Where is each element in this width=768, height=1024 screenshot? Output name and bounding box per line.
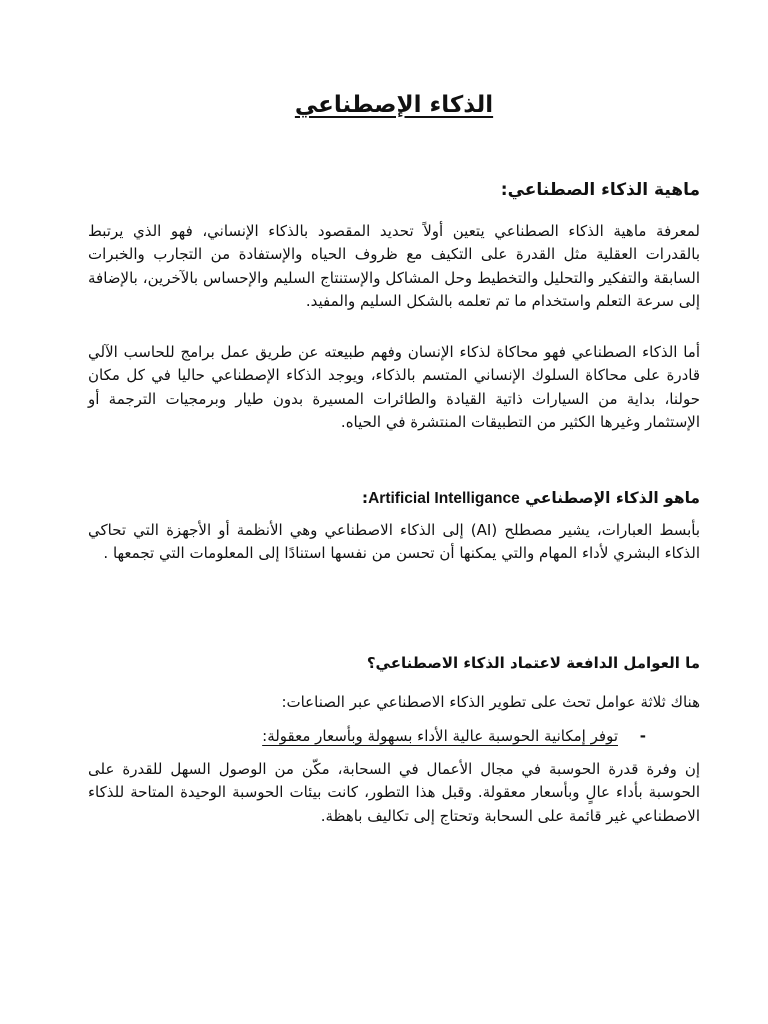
- paragraph-ai-simulation: أما الذكاء الصطناعي فهو محاكاة لذكاء الإنسان وفهم طبيعته عن طريق عمل برامج للحاسب الآلي قادرة على محاكاة السلوك الإنساني المتسم بالذكاء، ويوجد الذكاء الإصطناعي حاليا في كل مكان حولنا، بداية من السيارات ذاتية القيادة والطائرات المسيرة بدون طيار وبرمجيات الترجمة أو الإستثمار وغيرها الكثير من التطبيقات المنتشرة في الحياه.: [88, 343, 700, 431]
- heading-english-part: Artificial Intelligance: [368, 490, 520, 507]
- bullet-item-computing: [88, 724, 700, 748]
- bullet-marker: -: [639, 727, 646, 745]
- section-heading-driving-factors: ما العوامل الدافعة لاعتماد الذكاء الاصطناعي؟: [366, 654, 700, 672]
- paragraph-factors-intro: هناك ثلاثة عوامل تحث على تطوير الذكاء الاصطناعي عبر الصناعات:: [281, 693, 700, 711]
- section-heading-what-is-ai: ماهية الذكاء الصطناعي:: [500, 180, 700, 200]
- document-page: [88, 0, 700, 1024]
- paragraph-human-intelligence: لمعرفة ماهية الذكاء الصطناعي يتعين أولاً تحديد المقصود بالذكاء الإنساني، فهو الذي يرتبط بالقدرات العقلية مثل القدرة على التكيف مع ظروف الحياه والإستفادة من التجارب والخبرات السابقة والتفكير والتحليل والتخطيط وحل المشاكل والإستنتاج السليم والإحساس بالآخرين، بالإضافة إلى سرعة التعلم واستخدام ما تم تعلمه بالشكل السليم والمفيد.: [88, 222, 700, 310]
- heading-arabic-part: ماهو الذكاء الإصطناعي: [525, 489, 700, 507]
- section-heading-ai-definition: [88, 486, 700, 511]
- paragraph-ai-definition: بأبسط العبارات، يشير مصطلح (AI) إلى الذكاء الاصطناعي وهي الأنظمة أو الأجهزة التي تحاكي الذكاء البشري لأداء المهام والتي يمكنها أن تحسن من نفسها استنادًا إلى المعلومات التي تجمعها .: [88, 521, 701, 563]
- heading-colon: :: [361, 489, 369, 507]
- paragraph-cloud-computing: إن وفرة قدرة الحوسبة في مجال الأعمال في السحابة، مكّن من الوصول السهل للقدرة على الحوسبة بأداء عالٍ وبأسعار معقولة. وقبل هذا التطور، كانت بيئات الحوسبة الوحيدة المتاحة للذكاء الاصطناعي غير قائمة على السحابة وتحتاج إلى تكاليف باهظة.: [88, 760, 700, 825]
- document-title: الذكاء الإصطناعي: [294, 92, 494, 118]
- bullet-item-text: توفر إمكانية الحوسبة عالية الأداء بسهولة وبأسعار معقولة:: [262, 727, 618, 745]
